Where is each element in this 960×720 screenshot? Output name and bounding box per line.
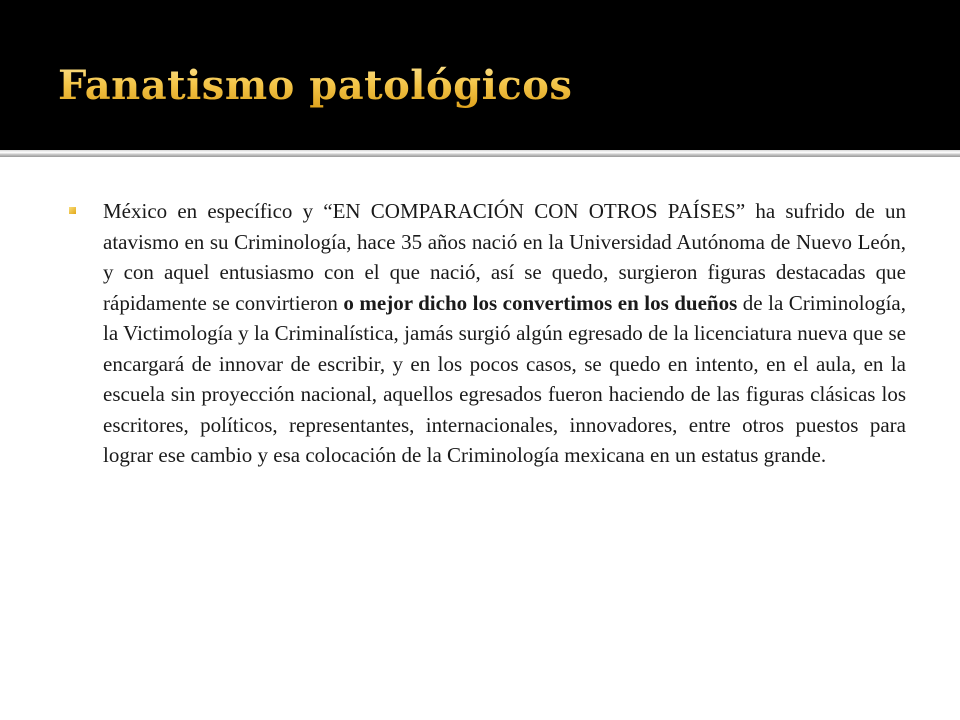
bullet-text-before: México en específico y “EN COMPARACIÓN CON OTROS PAÍSES” ha sufrido de un atavismo en su Criminología, hace 35 años nació en la Universidad Autónoma de Nuevo León, y con aquel entusiasmo con el que nació, así se quedo, surgieron figuras destacadas que rápidamente se convirtieron <box>103 199 906 315</box>
square-bullet-icon <box>69 207 76 214</box>
bullet-text-after: de la Criminología, la Victimología y la Criminalística, jamás surgió algún egresado de la licenciatura nueva que se encargará de innovar de escribir, y en los pocos casos, se quedo en intento, en el aula, en la escuela sin proyección nacional, aquellos egresados fueron haciendo de las figuras clásicas los escritores, políticos, representantes, internacionales, innovadores, entre otros puestos para lograr ese cambio y esa colocación de la Criminología mexicana en un estatus grande. <box>103 290 906 467</box>
bullet-text <box>103 196 906 471</box>
title-divider <box>0 150 960 157</box>
slide-title: Fanatismo patológicos <box>58 58 572 114</box>
slide-content <box>62 196 906 471</box>
bullet-text-bold: o mejor dicho los convertimos en los dueños <box>343 290 738 315</box>
bullet-item <box>62 196 906 471</box>
title-bar <box>0 0 960 150</box>
